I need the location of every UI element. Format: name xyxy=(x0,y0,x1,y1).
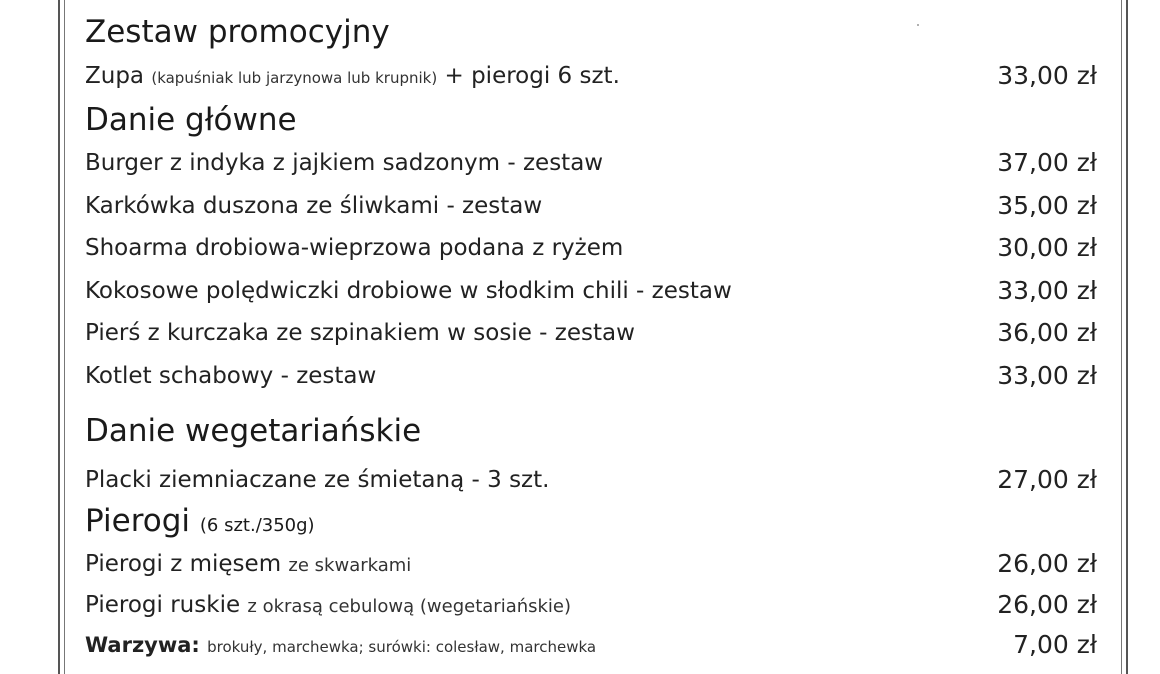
menu-item-name xyxy=(85,549,411,581)
menu-item-name: Pierś z kurczaka ze szpinakiem w sosie - zestaw xyxy=(85,320,635,346)
item-name-text: Pierogi ruskie xyxy=(85,592,241,618)
menu-item-name xyxy=(85,590,571,622)
menu-item-price: 30,00 zł xyxy=(997,233,1097,262)
item-label: Warzywa: xyxy=(85,633,200,657)
section-title-pierogi xyxy=(85,503,315,544)
menu-item-name xyxy=(85,61,620,93)
item-name-text: Zupa xyxy=(85,63,145,89)
section-title-text: Pierogi xyxy=(85,503,191,539)
item-note: (kapuśniak lub jarzynowa lub krupnik) xyxy=(151,69,438,87)
item-note: ze skwarkami xyxy=(288,555,412,576)
menu-item-row xyxy=(85,318,1097,348)
menu-item-name xyxy=(85,630,596,662)
item-name-suffix: + pierogi 6 szt. xyxy=(437,63,620,89)
menu-item-name: Kotlet schabowy - zestaw xyxy=(85,363,377,389)
section-title-main: Danie główne xyxy=(85,102,297,138)
menu-item-price: 33,00 zł xyxy=(997,361,1097,390)
menu-item-name: Placki ziemniaczane ze śmietaną - 3 szt. xyxy=(85,467,550,493)
menu-item-row xyxy=(85,148,1097,178)
menu-item-row xyxy=(85,233,1097,263)
menu-item-row xyxy=(85,590,1097,620)
menu-item-price: 35,00 zł xyxy=(997,191,1097,220)
section-title-note: (6 szt./350g) xyxy=(199,515,315,536)
menu-item-name: Burger z indyka z jajkiem sadzonym - zestaw xyxy=(85,150,604,176)
menu-item-row xyxy=(85,630,1097,660)
item-note: z okrasą cebulową (wegetariańskie) xyxy=(247,596,572,617)
menu-item-price: 33,00 zł xyxy=(997,61,1097,90)
menu-item-row xyxy=(85,549,1097,579)
menu-item-name: Shoarma drobiowa-wieprzowa podana z ryżem xyxy=(85,235,624,261)
section-title-promo: Zestaw promocyjny xyxy=(85,14,390,50)
menu-item-price: 26,00 zł xyxy=(997,549,1097,578)
menu-item-price: 36,00 zł xyxy=(997,318,1097,347)
menu-item-price: 27,00 zł xyxy=(997,465,1097,494)
item-name-text: Pierogi z mięsem xyxy=(85,551,282,577)
item-note: brokuły, marchewka; surówki: colesław, marchewka xyxy=(207,638,597,656)
menu-item-row xyxy=(85,61,1097,91)
menu-item-row xyxy=(85,276,1097,306)
speck-dot xyxy=(917,24,919,26)
menu-item-row xyxy=(85,361,1097,391)
menu-item-price: 26,00 zł xyxy=(997,590,1097,619)
menu-item-name: Karkówka duszona ze śliwkami - zestaw xyxy=(85,193,543,219)
menu-item-price: 7,00 zł xyxy=(1013,630,1097,659)
section-title-vegetarian: Danie wegetariańskie xyxy=(85,413,422,449)
menu-item-name: Kokosowe polędwiczki drobiowe w słodkim chili - zestaw xyxy=(85,278,732,304)
menu-item-price: 33,00 zł xyxy=(997,276,1097,305)
menu-item-row xyxy=(85,191,1097,221)
menu-item-price: 37,00 zł xyxy=(997,148,1097,177)
menu-item-row xyxy=(85,465,1097,495)
